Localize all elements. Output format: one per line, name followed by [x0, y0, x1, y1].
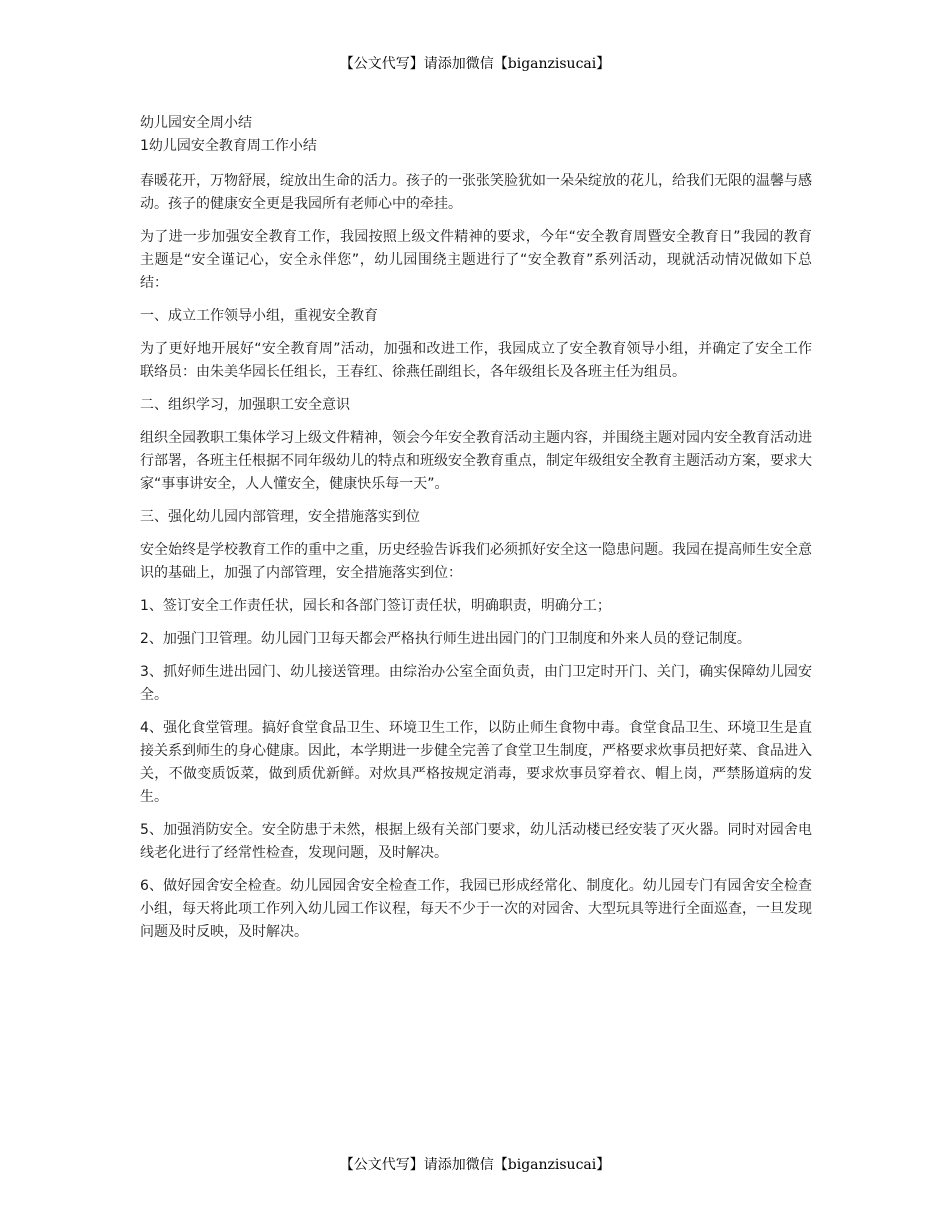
paragraph: 安全始终是学校教育工作的重中之重，历史经验告诉我们必须抓好安全这一隐患问题。我园在提高师生安全意识的基础上，加强了内部管理，安全措施落实到位： [140, 542, 812, 581]
list-item: 3、抓好师生进出园门、幼儿接送管理。由综治办公室全面负责，由门卫定时开门、关门，确实保障幼儿园安全。 [140, 664, 812, 703]
paragraph: 为了进一步加强安全教育工作，我园按照上级文件精神的要求，今年“安全教育周暨安全教育日”我园的教育主题是“安全谨记心，安全永伴您”，幼儿园围绕主题进行了“安全教育”系列活动，现就活动情况做如下总结： [140, 229, 812, 291]
list-item: 2、加强门卫管理。幼儿园门卫每天都会严格执行师生进出园门的门卫制度和外来人员的登记制度。 [140, 631, 751, 647]
section-heading: 一、成立工作领导小组，重视安全教育 [140, 308, 378, 324]
section-heading: 三、强化幼儿园内部管理，安全措施落实到位 [140, 509, 420, 525]
document-title: 幼儿园安全周小结 [140, 115, 252, 131]
document-body [140, 112, 812, 954]
section-heading: 二、组织学习，加强职工安全意识 [140, 397, 350, 413]
list-item: 1、签订安全工作责任状，园长和各部门签订责任状，明确职责，明确分工； [140, 598, 611, 614]
page-header: 【公文代写】请添加微信【biganzisucai】 [339, 56, 611, 72]
paragraph: 为了更好地开展好“安全教育周”活动，加强和改进工作，我园成立了安全教育领导小组，并确定了安全工作联络员：由朱美华园长任组长，王春红、徐燕任副组长，各年级组长及各班主任为组员。 [140, 341, 812, 380]
paragraph: 春暖花开，万物舒展，绽放出生命的活力。孩子的一张张笑脸犹如一朵朵绽放的花儿，给我们无限的温馨与感动。孩子的健康安全更是我园所有老师心中的牵挂。 [140, 173, 812, 212]
list-item: 4、强化食堂管理。搞好食堂食品卫生、环境卫生工作，以防止师生食物中毒。食堂食品卫生、环境卫生是直接关系到师生的身心健康。因此，本学期进一步健全完善了食堂卫生制度，严格要求炊事员把好菜、食品进入关，不做变质饭菜，做到质优新鲜。对炊具严格按规定消毒，要求炊事员穿着衣、帽上岗，严禁肠道病的发生。 [140, 720, 812, 805]
list-item: 6、做好园舍安全检查。幼儿园园舍安全检查工作，我园已形成经常化、制度化。幼儿园专门有园舍安全检查小组，每天将此项工作列入幼儿园工作议程，每天不少于一次的对园舍、大型玩具等进行全面巡查，一旦发现问题及时反映，及时解决。 [140, 878, 812, 940]
paragraph: 组织全园教职工集体学习上级文件精神，领会今年安全教育活动主题内容，并围绕主题对园内安全教育活动进行部署，各班主任根据不同年级幼儿的特点和班级安全教育重点，制定年级组安全教育主题活动方案，要求大家“事事讲安全，人人懂安全，健康快乐每一天”。 [140, 430, 812, 492]
page-footer: 【公文代写】请添加微信【biganzisucai】 [339, 1157, 611, 1173]
title-block [140, 112, 812, 158]
document-subtitle: 1幼儿园安全教育周工作小结 [140, 138, 317, 154]
list-item: 5、加强消防安全。安全防患于未然，根据上级有关部门要求，幼儿活动楼已经安装了灭火器。同时对园舍电线老化进行了经常性检查，发现问题，及时解决。 [140, 822, 812, 861]
